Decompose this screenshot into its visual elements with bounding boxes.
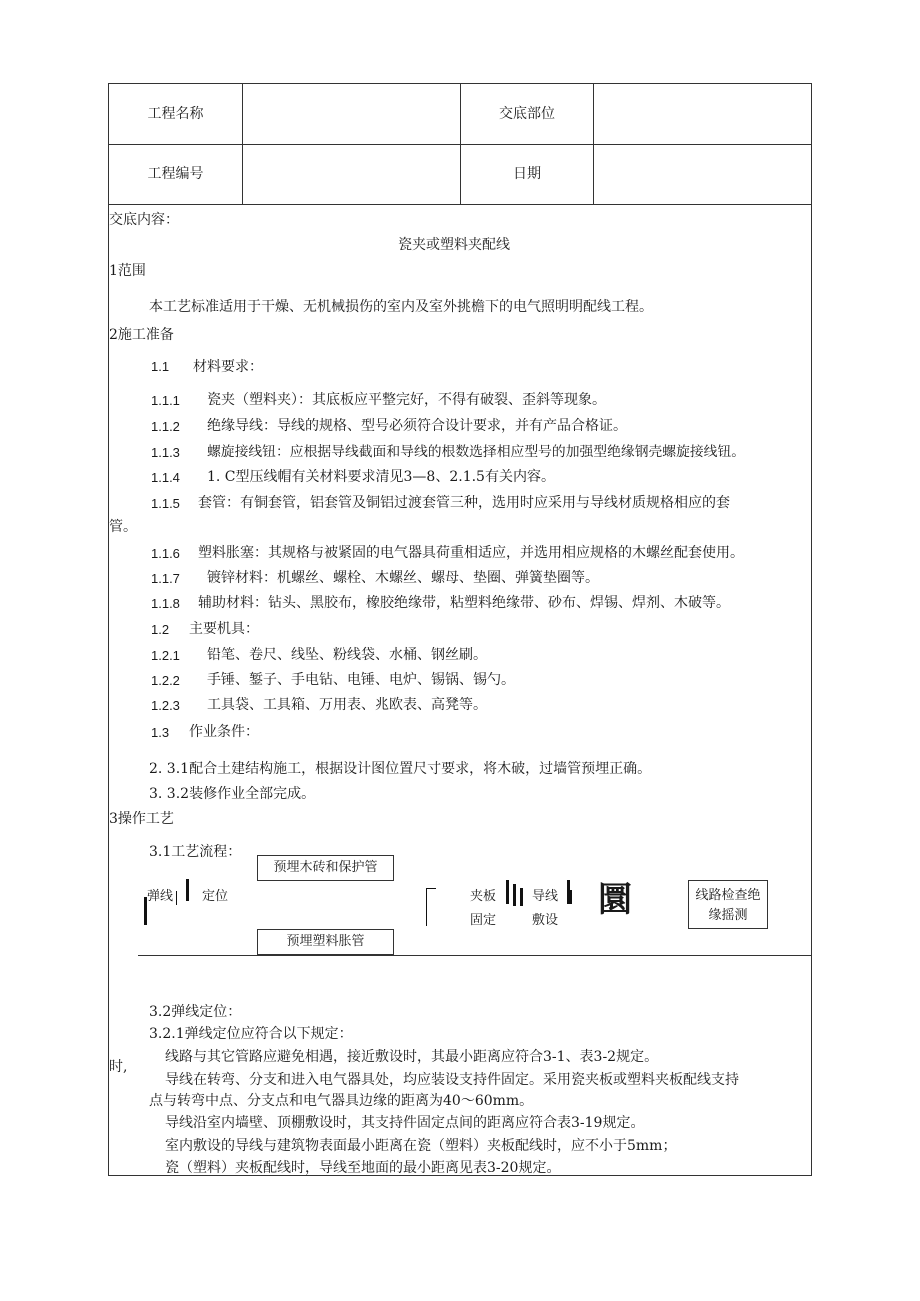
flow-connector [506, 880, 509, 904]
item-text: 螺旋接线钮：应根据导线截面和导线的根数选择相应型号的加强型绝缘钢壳螺旋接线钮。 [207, 444, 746, 460]
item-text: 作业条件： [189, 724, 259, 740]
rule-3: 导线沿室内墙壁、顶棚敷设时，其支持件固定点间的距离应符合表3-19规定。 [165, 1115, 645, 1131]
item-text: 工具袋、工具箱、万用表、兆欧表、高凳等。 [207, 697, 487, 713]
item-text: 辅助材料：钻头、黑胶布，橡胶绝缘带，粘塑料绝缘带、砂布、焊锡、焊剂、木破等。 [198, 595, 730, 611]
item-number: 1.1.4 [151, 470, 180, 485]
rule-1: 线路与其它管路应避免相遇，接近敷设时，其最小距离应符合3-1、表3-2规定。 [165, 1049, 659, 1065]
item-text: 塑料胀塞：其规格与被紧固的电气器具荷重相适应，并选用相应规格的木螺丝配套使用。 [198, 545, 744, 561]
item-text: 铅笔、卷尺、线坠、粉线袋、水桶、钢丝刷。 [207, 647, 487, 663]
flow-baseline [138, 955, 812, 956]
flow-heading: 3.1工艺流程： [149, 844, 242, 860]
subsection-3-2: 3.2弹线定位： [149, 1004, 242, 1020]
item-text: 绝缘导线：导线的规格、型号必须符合设计要求，并有产品合格证。 [207, 418, 627, 434]
flow-step-clamp: 夹板 [470, 889, 497, 904]
flow-connector [570, 890, 572, 904]
flow-connector [513, 884, 516, 906]
flow-step-wire: 导线 [532, 889, 559, 904]
item-number: 1.2.1 [151, 648, 180, 663]
flow-glyph: 圜 [598, 880, 632, 920]
condition-1: 2. 3.1配合土建结构施工，根据设计图位置尺寸要求，将木破，过墙管预埋正确。 [149, 761, 652, 777]
item-number: 1.1.5 [151, 496, 180, 511]
item-text: 瓷夹（塑料夹）：其底板应平整完好，不得有破裂、歪斜等现象。 [207, 392, 606, 408]
flow-step-lay: 敷设 [532, 913, 559, 928]
flow-box-embed-brick: 预埋木砖和保护管 [257, 855, 394, 881]
flow-connector [186, 879, 189, 901]
section-1-text: 本工艺标准适用于干燥、无机械损伤的室内及室外挑檐下的电气照明明配线工程。 [149, 299, 653, 315]
item-text: 手锤、錾子、手电钻、电锤、电炉、锡锅、锡勺。 [207, 672, 515, 688]
section-3-heading: 3操作工艺 [109, 811, 174, 827]
handover-part-label: 交底部位 [499, 106, 555, 122]
flow-box-inspection [688, 880, 768, 929]
rule-5: 瓷（塑料）夹板配线时，导线至地面的最小距离见表3-20规定。 [165, 1160, 561, 1176]
header-col-divider-3 [593, 84, 594, 204]
flow-connector [426, 888, 436, 889]
header-bottom-divider [109, 204, 811, 205]
rule-1-side: 时, [109, 1059, 128, 1075]
item-number: 1.1.8 [151, 596, 180, 611]
item-number: 1.1.6 [151, 546, 180, 561]
item-number: 1.1 [151, 359, 170, 374]
item-number: 1.1.7 [151, 571, 180, 586]
item-text: 镀锌材料：机螺丝、螺栓、木螺丝、螺母、垫圈、弹簧垫圈等。 [207, 570, 599, 586]
rule-2: 导线在转弯、分支和进入电气器具处，均应装设支持件固定。采用瓷夹板或塑料夹板配线支持 [165, 1072, 739, 1088]
item-number: 1.2.2 [151, 673, 180, 688]
flow-box-inspection-line2: 缘摇测 [708, 908, 748, 923]
item-text: 套管：有铜套管，铝套管及铜铝过渡套管三种，选用时应采用与导线材质规格相应的套 [198, 495, 730, 511]
item-number: 1.1.3 [151, 445, 180, 460]
project-name-label: 工程名称 [147, 106, 204, 122]
item-text: 主要机具： [189, 621, 259, 637]
item-number: 1.2 [151, 622, 170, 637]
item-text-continued: 管。 [109, 519, 137, 535]
item-number: 1.2.3 [151, 698, 180, 713]
doc-title: 瓷夹或塑料夹配线 [398, 237, 510, 253]
rule-2-continued: 点与转弯中点、分支点和电气器具边缘的距离为40～60mm。 [149, 1093, 534, 1109]
section-1-heading: 1范围 [109, 263, 146, 279]
condition-2: 3. 3.2装修作业全部完成。 [149, 786, 316, 802]
flow-box-embed-anchor: 预埋塑料胀管 [257, 929, 394, 955]
flow-box-inspection-line1: 线路检查绝 [695, 888, 761, 903]
section-2-heading: 2施工准备 [109, 327, 174, 343]
flow-connector [176, 891, 177, 905]
item-number: 1.3 [151, 725, 170, 740]
flow-step-fix: 固定 [470, 913, 497, 928]
rule-4: 室内敷设的导线与建筑物表面最小距离在瓷（塑料）夹板配线时，应不小于5mm； [165, 1138, 677, 1154]
header-col-divider-2 [460, 84, 461, 204]
project-no-label: 工程编号 [147, 166, 204, 182]
header-col-divider-1 [242, 84, 243, 204]
flow-connector [426, 888, 427, 926]
item-text: 1. C型压线帽有关材料要求清见3—8、2.1.5有关内容。 [207, 469, 555, 485]
subsection-3-2-1: 3.2.1弹线定位应符合以下规定： [149, 1026, 353, 1042]
item-text: 材料要求： [193, 359, 263, 375]
content-label: 交底内容： [109, 212, 179, 228]
flow-connector [520, 888, 523, 906]
flow-step-position: 定位 [202, 889, 229, 904]
flow-step-snapline: 弹线 [147, 889, 174, 904]
item-number: 1.1.1 [151, 393, 180, 408]
date-label: 日期 [513, 166, 541, 182]
item-number: 1.1.2 [151, 419, 180, 434]
